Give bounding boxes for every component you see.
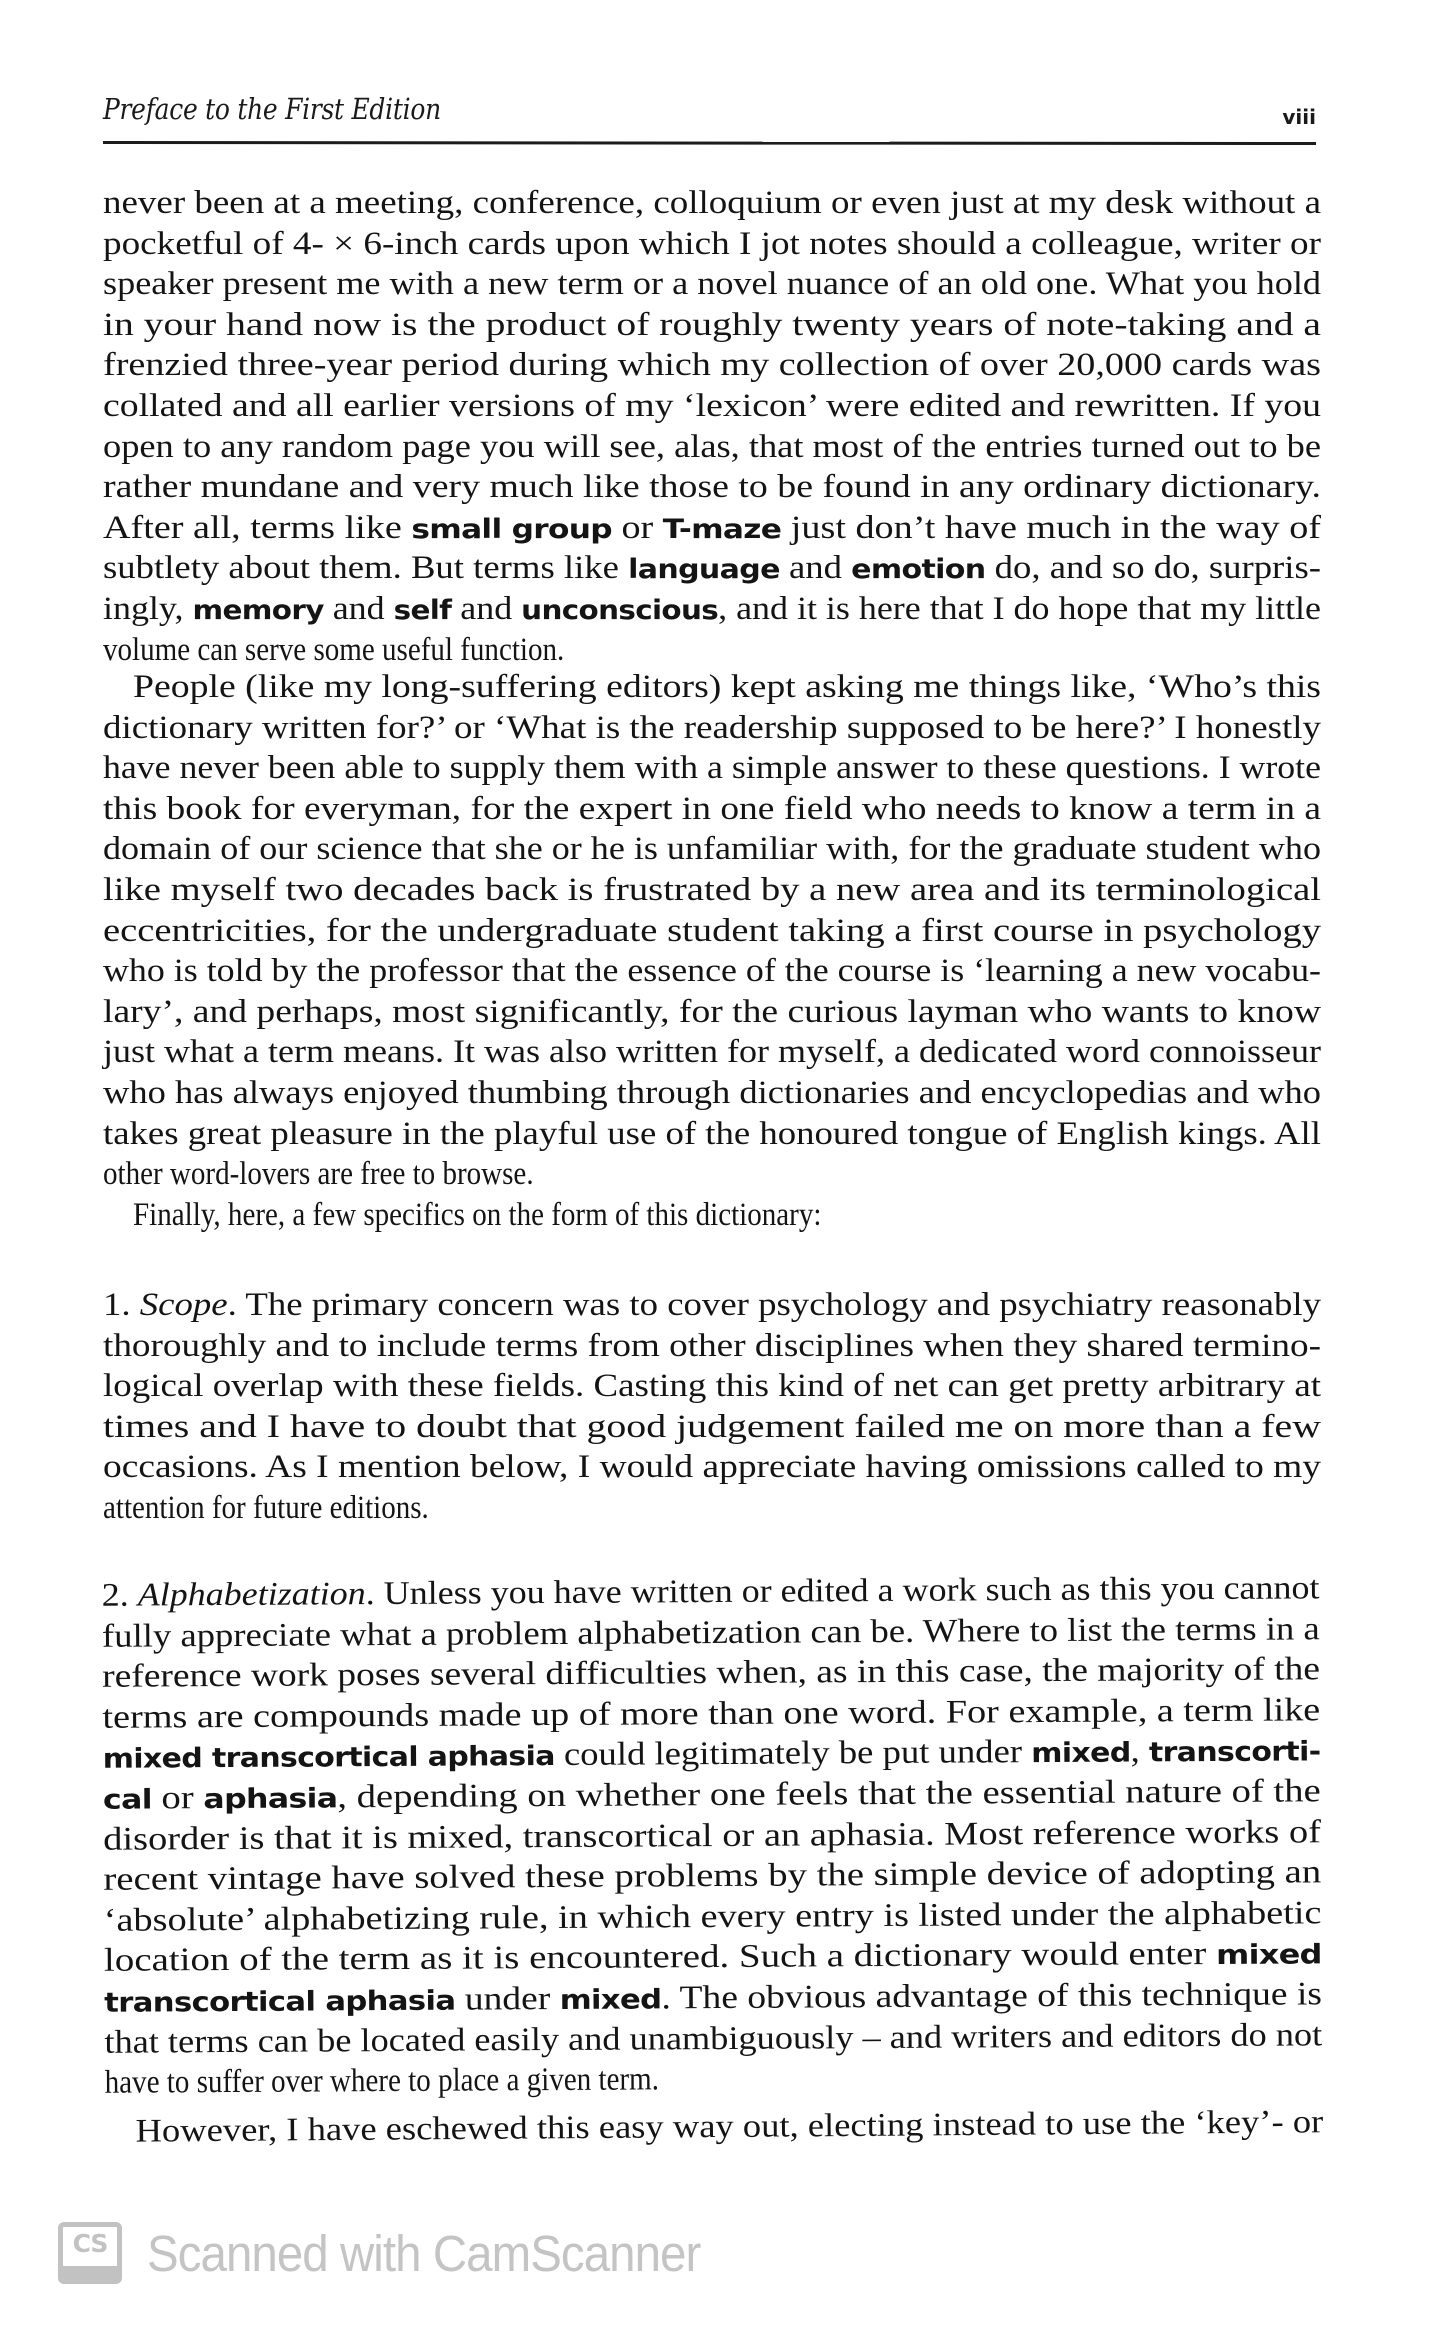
text-line (135, 2102, 1323, 2151)
bold-term: transcorti- (1148, 1736, 1321, 1769)
running-head-title: Preface to the First Edition (103, 92, 441, 126)
text-line (103, 789, 1321, 829)
text-segment: speaker present me with a new term or a novel nuance of an old one. What you hold (103, 266, 1321, 303)
text-segment: , depending on whether one feels that the essential nature of the (337, 1773, 1321, 1816)
text-line (103, 386, 1321, 426)
text-segment: fully appreciate what a problem alphabetization can be. Where to list the terms in a (101, 1610, 1320, 1655)
text-line (102, 1609, 1320, 1656)
camscanner-watermark (58, 2221, 742, 2285)
camscanner-logo-band (63, 2266, 117, 2279)
text-segment: just what a term means. It was also written for myself, a dedicated word connoisseur (103, 1034, 1321, 1071)
text-line (103, 1812, 1321, 1859)
bold-term: mixed (1031, 1737, 1131, 1770)
text-line (104, 1974, 1322, 2021)
text-segment: 2. (101, 1577, 138, 1614)
text-segment: dictionary written for?’ or ‘What is the readership supposed to be here?’ I honestly (103, 709, 1321, 746)
text-line (103, 630, 627, 670)
text-segment: frenzied three-year period during which my collection of over 20,000 cards was (103, 347, 1321, 384)
text-line (103, 1285, 1321, 1325)
text-segment: After all, terms like (103, 509, 412, 546)
text-line (103, 1154, 592, 1194)
text-line (103, 911, 1321, 951)
text-segment: ‘absolute’ alphabetizing rule, in which every entry is listed under the alphabetic (103, 1895, 1322, 1939)
text-segment: occasions. As I mention below, I would appreciate having omissions called to my (103, 1449, 1321, 1486)
text-line (102, 1690, 1320, 1737)
text-line (103, 708, 1321, 748)
text-line (104, 2015, 1322, 2062)
text-segment: that terms can be located easily and unambiguously – and writers and editors do not (104, 2016, 1323, 2061)
text-segment: who is told by the professor that the essence of the course is ‘learning a new vocabu- (103, 953, 1321, 990)
text-segment: never been at a meeting, conference, colloquium or even just at my desk without a (103, 185, 1321, 221)
text-segment: attention for future editions. (103, 1490, 429, 1526)
text-segment: disorder is that it is mixed, transcortical or an aphasia. Most reference works of (103, 1813, 1322, 1858)
text-segment: have to suffer over where to place a given term. (104, 2061, 660, 2101)
text-segment: . The primary concern was to cover psychology and psychiatry reasonably (227, 1287, 1321, 1323)
text-segment: like myself two decades back is frustrated by a new area and its terminological (103, 872, 1321, 908)
text-segment: do, and so do, surpris- (985, 550, 1321, 587)
text-line (104, 1893, 1322, 1940)
text-segment: logical overlap with these fields. Casting this kind of net can get pretty arbitrary at (103, 1368, 1321, 1405)
bold-term: mixed (559, 1984, 662, 2016)
italic-heading: Alphabetization (137, 1576, 366, 1614)
text-line (103, 1073, 1321, 1113)
text-line (103, 1731, 1321, 1778)
text-segment: lary’, and perhaps, most significantly, for the curious layman who wants to know (103, 993, 1321, 1030)
text-line (103, 183, 1321, 223)
text-line (103, 1366, 1321, 1406)
bold-term: aphasia (203, 1783, 338, 1816)
text-line (103, 589, 1321, 629)
text-segment: under (455, 1980, 560, 2018)
text-line (103, 992, 1321, 1032)
text-segment: ingly, (103, 591, 193, 627)
text-segment: or (611, 509, 663, 546)
text-line (105, 2059, 735, 2103)
text-line (103, 224, 1321, 264)
camscanner-logo-text: CS (72, 2229, 108, 2258)
text-segment: times and I have to doubt that good judgement failed me on more than a few (103, 1408, 1321, 1445)
bold-term: emotion (851, 554, 986, 586)
watermark-text: Scanned with CamScanner (147, 2224, 701, 2282)
text-line (103, 1853, 1321, 1900)
bold-term: mixed transcortical aphasia (102, 1741, 555, 1776)
text-line (103, 1407, 1321, 1447)
text-segment: eccentricities, for the undergraduate student taking a first course in psychology (103, 912, 1321, 949)
text-segment: and (779, 550, 852, 587)
bold-term: T-maze (662, 513, 782, 545)
text-line (103, 548, 1321, 588)
text-segment: subtlety about them. But terms like (103, 550, 629, 587)
text-segment: terms are compounds made up of more than one word. For example, a term like (102, 1692, 1321, 1736)
bold-term: small group (411, 513, 612, 545)
bold-term: unconscious (521, 595, 719, 626)
text-line (133, 1195, 915, 1235)
text-line (103, 467, 1321, 507)
text-segment: pocketful of 4- × 6-inch cards upon which I jot notes should a colleague, writer or (103, 225, 1321, 262)
text-segment: have never been able to supply them with a simple answer to these questions. I wrote (103, 750, 1321, 787)
bold-term: cal (102, 1784, 152, 1816)
text-segment: takes great pleasure in the playful use of the honoured tongue of English kings. All (103, 1115, 1321, 1152)
text-line (104, 1934, 1322, 1981)
text-line (103, 870, 1321, 910)
bold-term: mixed (1215, 1939, 1322, 1972)
text-segment: location of the term as it is encountered. Such a dictionary would enter (103, 1936, 1217, 1980)
text-line (102, 1568, 1320, 1615)
text-segment: and (451, 591, 522, 627)
text-segment: or (151, 1780, 204, 1817)
camscanner-logo-icon (58, 2222, 122, 2284)
text-line (103, 264, 1321, 304)
bold-term: memory (192, 595, 324, 626)
header-rule (103, 141, 1316, 145)
text-line (103, 951, 1321, 991)
text-line (103, 748, 1321, 788)
text-line (103, 829, 1321, 869)
text-segment: 1. (103, 1287, 140, 1323)
text-segment: volume can serve some useful function. (103, 631, 565, 668)
text-segment: this book for everyman, for the expert in one field who needs to know a term in a (103, 790, 1321, 827)
text-line (103, 1771, 1321, 1818)
text-line (103, 427, 1321, 467)
text-segment: rather mundane and very much like those to be found in any ordinary dictionary. (103, 469, 1321, 506)
text-line (133, 667, 1321, 707)
text-segment: recent vintage have solved these problems by the simple device of adopting an (103, 1854, 1322, 1898)
text-line (103, 345, 1321, 385)
text-line (103, 508, 1321, 548)
text-segment: , and it is here that I do hope that my little (718, 591, 1321, 627)
text-segment: just don’t have much in the way of (781, 509, 1321, 546)
text-segment: who has always enjoyed thumbing through dictionaries and encyclopedias and who (103, 1075, 1321, 1111)
text-line (102, 1650, 1320, 1697)
bold-term: transcortical aphasia (104, 1985, 456, 2019)
text-segment: Finally, here, a few specifics on the form of this dictionary: (133, 1197, 822, 1233)
text-line (103, 1114, 1321, 1154)
text-segment: People (like my long-suffering editors) kept asking me things like, ‘Who’s this (133, 669, 1321, 705)
text-segment: collated and all earlier versions of my ‘lexicon’ were edited and rewritten. If you (103, 388, 1321, 424)
text-segment: and (323, 591, 394, 627)
text-line (103, 1488, 473, 1528)
text-line (103, 1032, 1321, 1072)
text-segment: However, I have eschewed this easy way out, electing instead to use the ‘key’- or (135, 2104, 1324, 2150)
text-segment: . The obvious advantage of this technique is (661, 1976, 1323, 2017)
text-segment: could legitimately be put under (554, 1734, 1032, 1774)
text-segment: reference work poses several difficulties when, as in this case, the majority of the (102, 1651, 1321, 1695)
bold-term: language (628, 554, 780, 586)
text-line (103, 305, 1321, 345)
text-line (103, 1326, 1321, 1366)
bold-term: self (393, 595, 452, 626)
text-segment: domain of our science that she or he is unfamiliar with, for the graduate student who (103, 831, 1321, 868)
text-segment: open to any random page you will see, alas, that most of the entries turned out to be (103, 428, 1321, 465)
italic-heading: Scope (139, 1287, 228, 1323)
text-segment: . Unless you have written or edited a work such as this you cannot (365, 1570, 1320, 1613)
text-segment: thoroughly and to include terms from other disciplines when they shared termino- (103, 1327, 1321, 1364)
text-segment: in your hand now is the product of roughly twenty years of note-taking and a (103, 306, 1321, 343)
page-number: viii (1282, 105, 1316, 129)
text-segment: , (1130, 1733, 1150, 1770)
text-segment: other word-lovers are free to browse. (103, 1156, 534, 1193)
text-line (103, 1447, 1321, 1487)
